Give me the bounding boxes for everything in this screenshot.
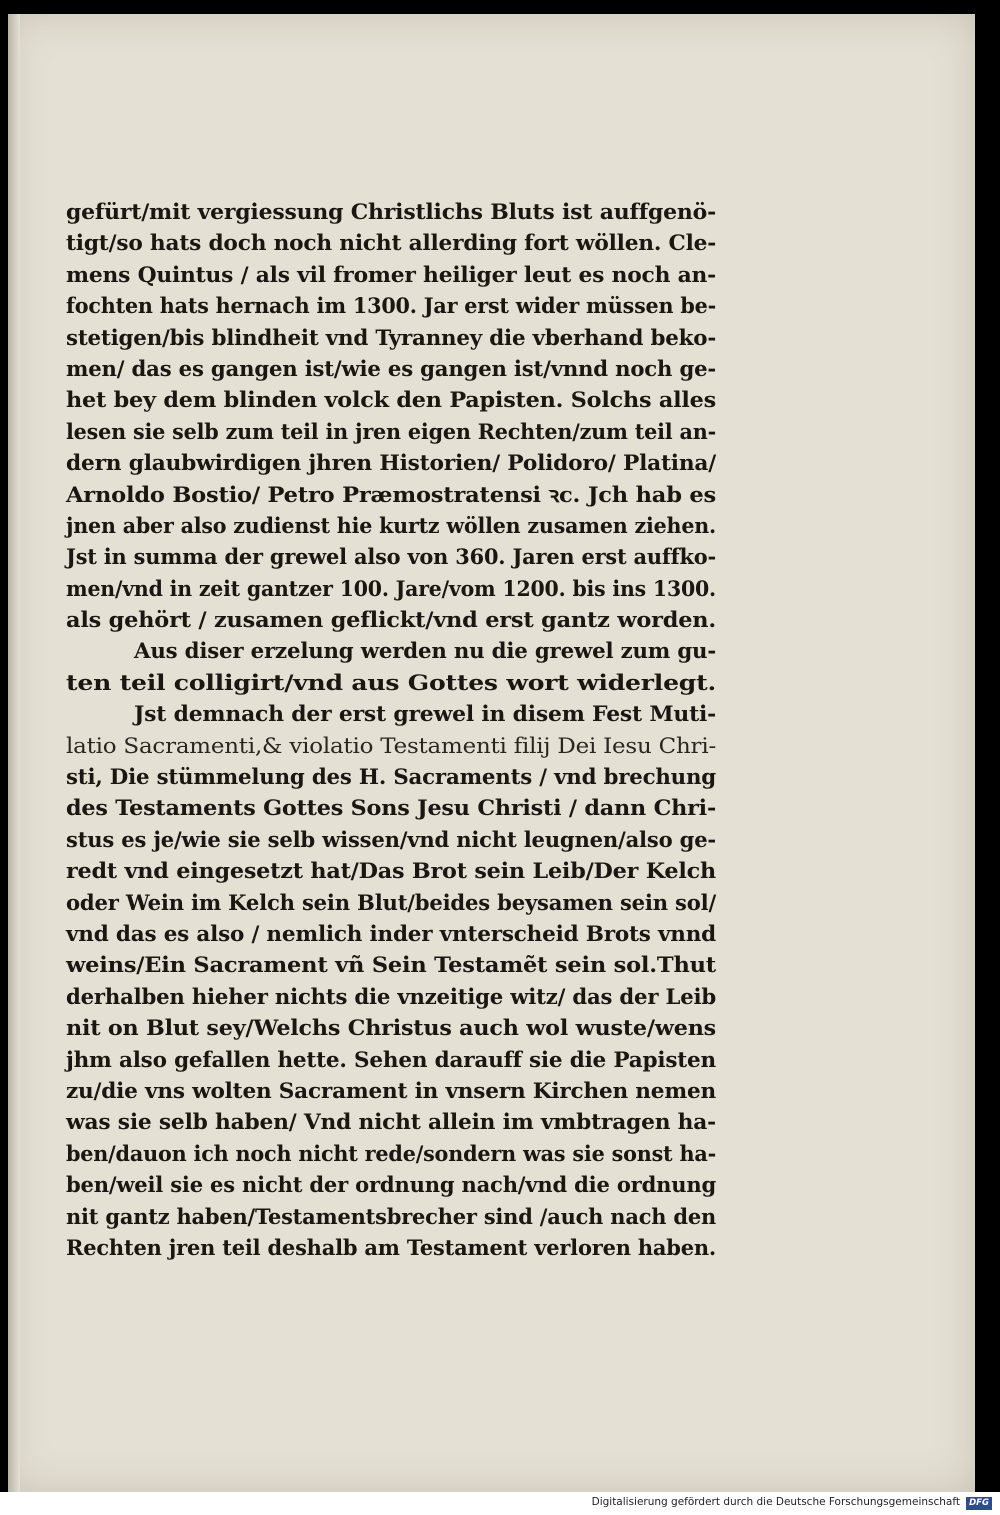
text-line: men/ das es gangen ist/wie es gangen ist/vnnd noch ge- <box>66 356 716 382</box>
text-line: dern glaubwirdigen jhren Historien/ Polidoro/ Platina/ <box>66 451 716 477</box>
text-line: mens Quintus / als vil fromer heiliger leut es noch an- <box>66 262 716 288</box>
text-line: gefürt/mit vergiessung Christlichs Bluts ist auffgenö- <box>66 200 716 225</box>
text-line: fochten hats hernach im 1300. Jar erst wider müssen be- <box>66 294 716 320</box>
book-page <box>8 14 975 1492</box>
text-line: nit on Blut sey/Welchs Christus auch wol wuste/wens <box>66 1016 716 1042</box>
text-line: des Testaments Gottes Sons Jesu Christi / dann Chri- <box>66 796 716 822</box>
text-line: Arnoldo Bostio/ Petro Præmostratensi ꝛc. Jch hab es <box>66 482 716 508</box>
text-line: ben/dauon ich noch nicht rede/sondern was sie sonst ha- <box>66 1141 716 1167</box>
text-line: als gehört / zusamen geflickt/vnd erst gantz worden. <box>66 608 716 634</box>
text-line: Aus diser erzelung werden nu die grewel zum gu- <box>134 639 716 665</box>
text-line: ten teil colligirt/vnd aus Gottes wort widerlegt. <box>66 670 716 696</box>
text-line: zu/die vns wolten Sacrament in vnsern Kirchen nemen <box>66 1078 716 1104</box>
page-binding-edge <box>8 14 20 1492</box>
text-line: Rechten jren teil deshalb am Testament verloren haben. <box>66 1235 716 1261</box>
text-line: sti, Die stümmelung des H. Sacraments / vnd brechung <box>66 765 716 791</box>
text-line: Jst in summa der grewel also von 360. Jaren erst auffko- <box>66 545 716 571</box>
text-line: men/vnd in zeit gantzer 100. Jare/vom 1200. bis ins 1300. <box>66 576 716 602</box>
text-line: tigt/so hats doch noch nicht allerding fort wöllen. Cle- <box>66 231 716 257</box>
text-line: stetigen/bis blindheit vnd Tyranney die vberhand beko- <box>66 325 716 351</box>
funding-credit: Digitalisierung gefördert durch die Deutsche Forschungsgemeinschaft <box>591 1496 960 1508</box>
text-line: oder Wein im Kelch sein Blut/beides beysamen sein sol/ <box>66 890 716 916</box>
dfg-logo: DFG <box>966 1497 992 1510</box>
text-line: jnen aber also zudienst hie kurtz wöllen zusamen ziehen. <box>66 513 716 539</box>
text-line: het bey dem blinden volck den Papisten. Solchs alles <box>66 388 716 414</box>
text-line: stus es je/wie sie selb wissen/vnd nicht leugnen/also ge- <box>66 827 716 853</box>
footer-bar <box>0 1492 1000 1515</box>
text-line: vnd das es also / nemlich inder vnterscheid Brots vnnd <box>66 921 716 947</box>
text-line: Jst demnach der erst grewel in disem Fest Muti- <box>134 702 716 728</box>
text-line: was sie selb haben/ Vnd nicht allein im vmbtragen ha- <box>66 1110 716 1136</box>
text-line: weins/Ein Sacrament vñ Sein Testamẽt sein sol.Thut <box>66 953 716 979</box>
text-line: latio Sacramenti,& violatio Testamenti filij Dei Iesu Chri- <box>66 733 716 759</box>
text-line: jhm also gefallen hette. Sehen darauff sie die Papisten <box>66 1047 716 1073</box>
text-line: redt vnd eingesetzt hat/Das Brot sein Leib/Der Kelch <box>66 859 716 885</box>
text-line: lesen sie selb zum teil in jren eigen Rechten/zum teil an- <box>66 419 716 445</box>
text-line: derhalben hieher nichts die vnzeitige witz/ das der Leib <box>66 984 716 1010</box>
text-line: nit gantz haben/Testamentsbrecher sind /auch nach den <box>66 1204 716 1230</box>
text-line: ben/weil sie es nicht der ordnung nach/vnd die ordnung <box>66 1173 716 1199</box>
body-text <box>66 197 716 1264</box>
